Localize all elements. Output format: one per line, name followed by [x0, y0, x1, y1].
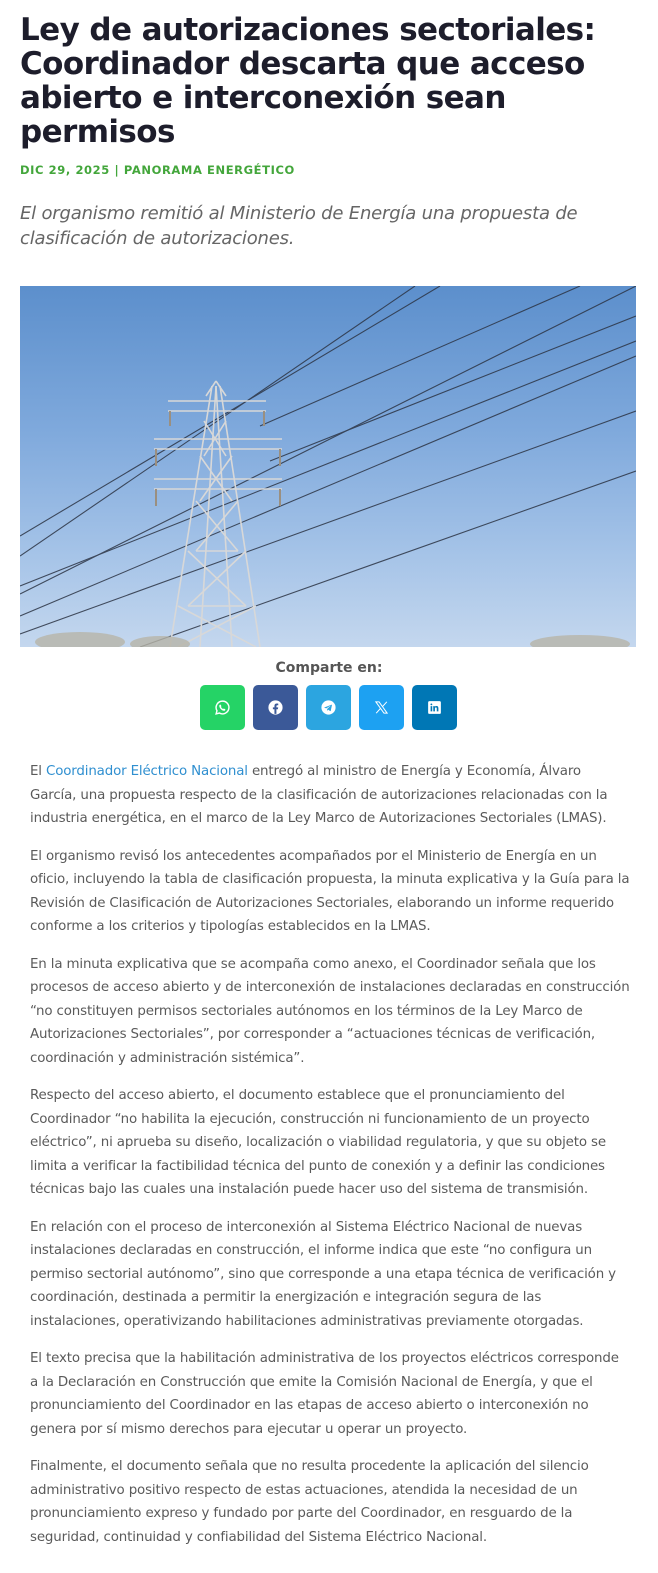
paragraph-1-end: entregó al ministro de Energía y Economía, Álvaro García, una propuesta respecto de la clasificación de autorizaciones relacionadas con la industria energética, en el marco de la Ley Marco de Autorizaciones Sectoriales (LMAS). [30, 764, 608, 826]
paragraph-1 [30, 760, 630, 831]
paragraph-7: Finalmente, el documento señala que no resulta procedente la aplicación del silencio administrativo positivo respecto de estas actuaciones, atendida la necesidad de un pronunciamiento expreso y fundado por parte del Coordinador, en resguardo de la seguridad, continuidad y confiabilidad del Sistema Eléctrico Nacional. [30, 1459, 589, 1545]
share-whatsapp-button[interactable] [200, 685, 245, 730]
article-date: DIC 29, 2025 [20, 163, 110, 177]
article-header [20, 0, 636, 251]
article-body [30, 760, 630, 1563]
share-label: Comparte en: [275, 660, 383, 676]
paragraph-5: En relación con el proceso de interconexión al Sistema Eléctrico Nacional de nuevas instalaciones declaradas en construcción, el informe indica que este “no configura un permiso sectorial autónomo”, sino que corresponde a una etapa técnica de verificación y coordinación, destinada a permitir la energización e integración segura de las instalaciones, operativizando habilitaciones administrativas previamente otorgadas. [30, 1219, 616, 1329]
paragraph-2: El organismo revisó los antecedentes acompañados por el Ministerio de Energía en un oficio, incluyendo la tabla de clasificación propuesta, la minuta explicativa y la Guía para la Revisión de Clasificación de Autorizaciones Sectoriales, elaborando un informe requerido conforme a los criterios y tipologías establecidos en la LMAS. [30, 848, 630, 934]
paragraph-6: El texto precisa que la habilitación administrativa de los proyectos eléctricos corresponde a la Declaración en Construcción que emite la Comisión Nacional de Energía, y que el pronunciamiento del Coordinador en las etapas de acceso abierto o interconexión no genera por sí mismo derechos para ejecutar u operar un proyecto. [30, 1351, 619, 1437]
telegram-icon [320, 699, 337, 716]
share-linkedin-button[interactable] [412, 685, 457, 730]
article-category-link[interactable]: PANORAMA ENERGÉTICO [123, 163, 295, 177]
article-meta [20, 163, 636, 177]
whatsapp-icon [214, 699, 231, 716]
facebook-icon [267, 699, 284, 716]
paragraph-3: En la minuta explicativa que se acompaña como anexo, el Coordinador señala que los procesos de acceso abierto y de interconexión de instalaciones declaradas en construcción “no constituyen permisos sectoriales autónomos en los términos de la Ley Marco de Autorizaciones Sectoriales”, por corresponder a “actuaciones técnicas de verificación, coordinación y administración sistémica”. [30, 956, 630, 1066]
x-icon [373, 699, 390, 716]
share-x-button[interactable] [359, 685, 404, 730]
linkedin-icon [426, 699, 443, 716]
coordinador-electrico-nacional-link[interactable]: Coordinador Eléctrico Nacional [46, 764, 248, 779]
article-subtitle: El organismo remitió al Ministerio de Energía una propuesta de clasificación de autorizaciones. [20, 203, 578, 249]
article-title: Ley de autorizaciones sectoriales: Coordinador descarta que acceso abierto e interconexión sean permisos [20, 12, 596, 150]
meta-separator: | [109, 163, 124, 177]
paragraph-1-start: El [30, 764, 46, 779]
paragraph-4: Respecto del acceso abierto, el documento establece que el pronunciamiento del Coordinador “no habilita la ejecución, construcción ni funcionamiento de un proyecto eléctrico”, ni aprueba su diseño, localización o viabilidad regulatoria, y que su objeto se limita a verificar la factibilidad técnica del punto de conexión y a definir las condiciones técnicas bajo las cuales una instalación puede hacer uso del sistema de transmisión. [30, 1088, 606, 1197]
share-facebook-button[interactable] [253, 685, 298, 730]
share-buttons [200, 685, 457, 730]
transmission-tower-photo [20, 286, 636, 647]
share-telegram-button[interactable] [306, 685, 351, 730]
